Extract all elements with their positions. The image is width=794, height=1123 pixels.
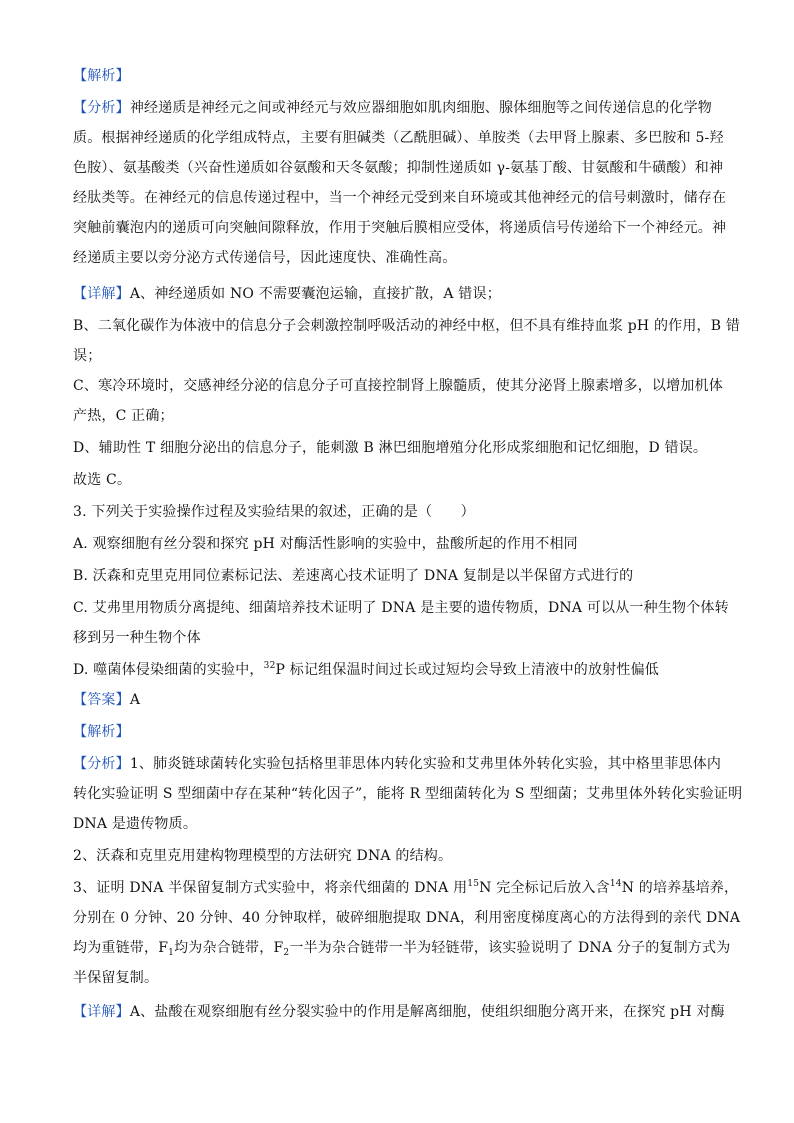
option-b: B. 沃森和克里克用同位素标记法、差速离心技术证明了 DNA 复制是以半保留方式进行的: [73, 568, 634, 584]
option-d: D. 噬菌体侵染细菌的实验中，$^{32}$P 标记组保温时间过长或过短均会导致上清液中的放射性偏低: [73, 661, 659, 678]
option-c-cont: 移到另一种生物个体: [73, 630, 201, 646]
analysis-tag-1: 【解析】: [73, 68, 130, 84]
question-stem: 3. 下列关于实验操作过程及实验结果的叙述，正确的是（ ）: [73, 504, 475, 520]
fenxi-tag: 【分析】: [73, 100, 130, 116]
analysis2-line: 转化实验证明 S 型细菌中存在某种“转化因子”，能将 R 型细菌转化为 S 型细菌；艾弗里体外转化实验证明: [73, 786, 743, 802]
analysis-paragraph-line: 色胺）、氨基酸类（兴奋性递质如谷氨酸和天冬氨酸；抑制性递质如 γ-氨基丁酸、甘氨酸和牛磺酸）和神: [73, 160, 724, 176]
analysis-paragraph-line: 【分析】神经递质是神经元之间或神经元与效应器细胞如肌肉细胞、腺体细胞等之间传递信息的化学物: [73, 100, 713, 116]
analysis2-line: 分别在 0 分钟、20 分钟、40 分钟取样，破碎细胞提取 DNA，利用密度梯度离心的方法得到的亲代 DNA: [73, 910, 741, 926]
analysis2-line: 均为重链带，$F_1$均为杂合链带，$F_2$一半为杂合链带一半为轻链带，该实验说明了 DNA 分子的复制方式为: [73, 940, 731, 958]
option-c: C. 艾弗里用物质分离提纯、细菌培养技术证明了 DNA 是主要的遗传物质，DNA 可以从一种生物个体转: [73, 600, 729, 616]
analysis2-line: 2、沃森和克里克用建构物理模型的方法研究 DNA 的结构。: [73, 848, 453, 864]
analysis2-line: 【分析】1、肺炎链球菌转化实验包括格里菲思体内转化实验和艾弗里体外转化实验，其中格里菲思体内: [73, 756, 722, 772]
detail-line-d: D、辅助性 T 细胞分泌出的信息分子，能刺激 B 淋巴细胞增殖分化形成浆细胞和记忆细胞，D 错误。: [73, 440, 708, 456]
analysis-paragraph-line: 质。根据神经递质的化学组成特点，主要有胆碱类（乙酰胆碱）、单胺类（去甲肾上腺素、多巴胺和 5-羟: [73, 130, 724, 146]
detail-line-c: C、寒冷环境时，交感神经分泌的信息分子可直接控制肾上腺髓质，使其分泌肾上腺素增多，以增加机体: [73, 378, 723, 394]
option-a: A. 观察细胞有丝分裂和探究 pH 对酶活性影响的实验中，盐酸所起的作用不相同: [73, 536, 578, 552]
detail-line-b: B、二氧化碳作为体液中的信息分子会刺激控制呼吸活动的神经中枢，但不具有维持血浆 pH 的作用，B 错: [73, 318, 741, 334]
analysis2-line: DNA 是遗传物质。: [73, 816, 198, 832]
analysis2-line: 3、证明 DNA 半保留复制方式实验中，将亲代细菌的 DNA 用$^{15}$N 完全标记后放入含$^{14}$N 的培养基培养，: [73, 879, 739, 896]
analysis-paragraph-line: 经肽类等。在神经元的信息传递过程中，当一个神经元受到来自环境或其他神经元的信号刺激时，储存在: [73, 190, 727, 206]
detail-tag: 【详解】: [73, 286, 130, 302]
detail-line-b-cont: 误；: [73, 348, 102, 364]
choose-line: 故选 C。: [73, 472, 132, 488]
analysis2-line: 半保留复制。: [73, 970, 159, 986]
answer-line: [73, 690, 140, 710]
detail-line-c-cont: 产热，C 正确；: [73, 408, 174, 424]
answer-tag: 【答案】: [73, 692, 130, 708]
analysis-tag-2: 【解析】: [73, 724, 130, 740]
detail2-line: 【详解】A、盐酸在观察细胞有丝分裂实验中的作用是解离细胞，使组织细胞分离开来，在探究 pH 对酶: [73, 1004, 725, 1020]
analysis-paragraph-line: 突触前囊泡内的递质可向突触间隙释放，作用于突触后膜相应受体，将递质信号传递给下一个神经元。神: [73, 220, 727, 236]
detail-line-a: 【详解】A、神经递质如 NO 不需要囊泡运输，直接扩散，A 错误；: [73, 286, 501, 302]
analysis-paragraph-line: 经递质主要以旁分泌方式传递信号，因此速度快、准确性高。: [73, 250, 457, 266]
answer-value: A: [129, 692, 141, 708]
